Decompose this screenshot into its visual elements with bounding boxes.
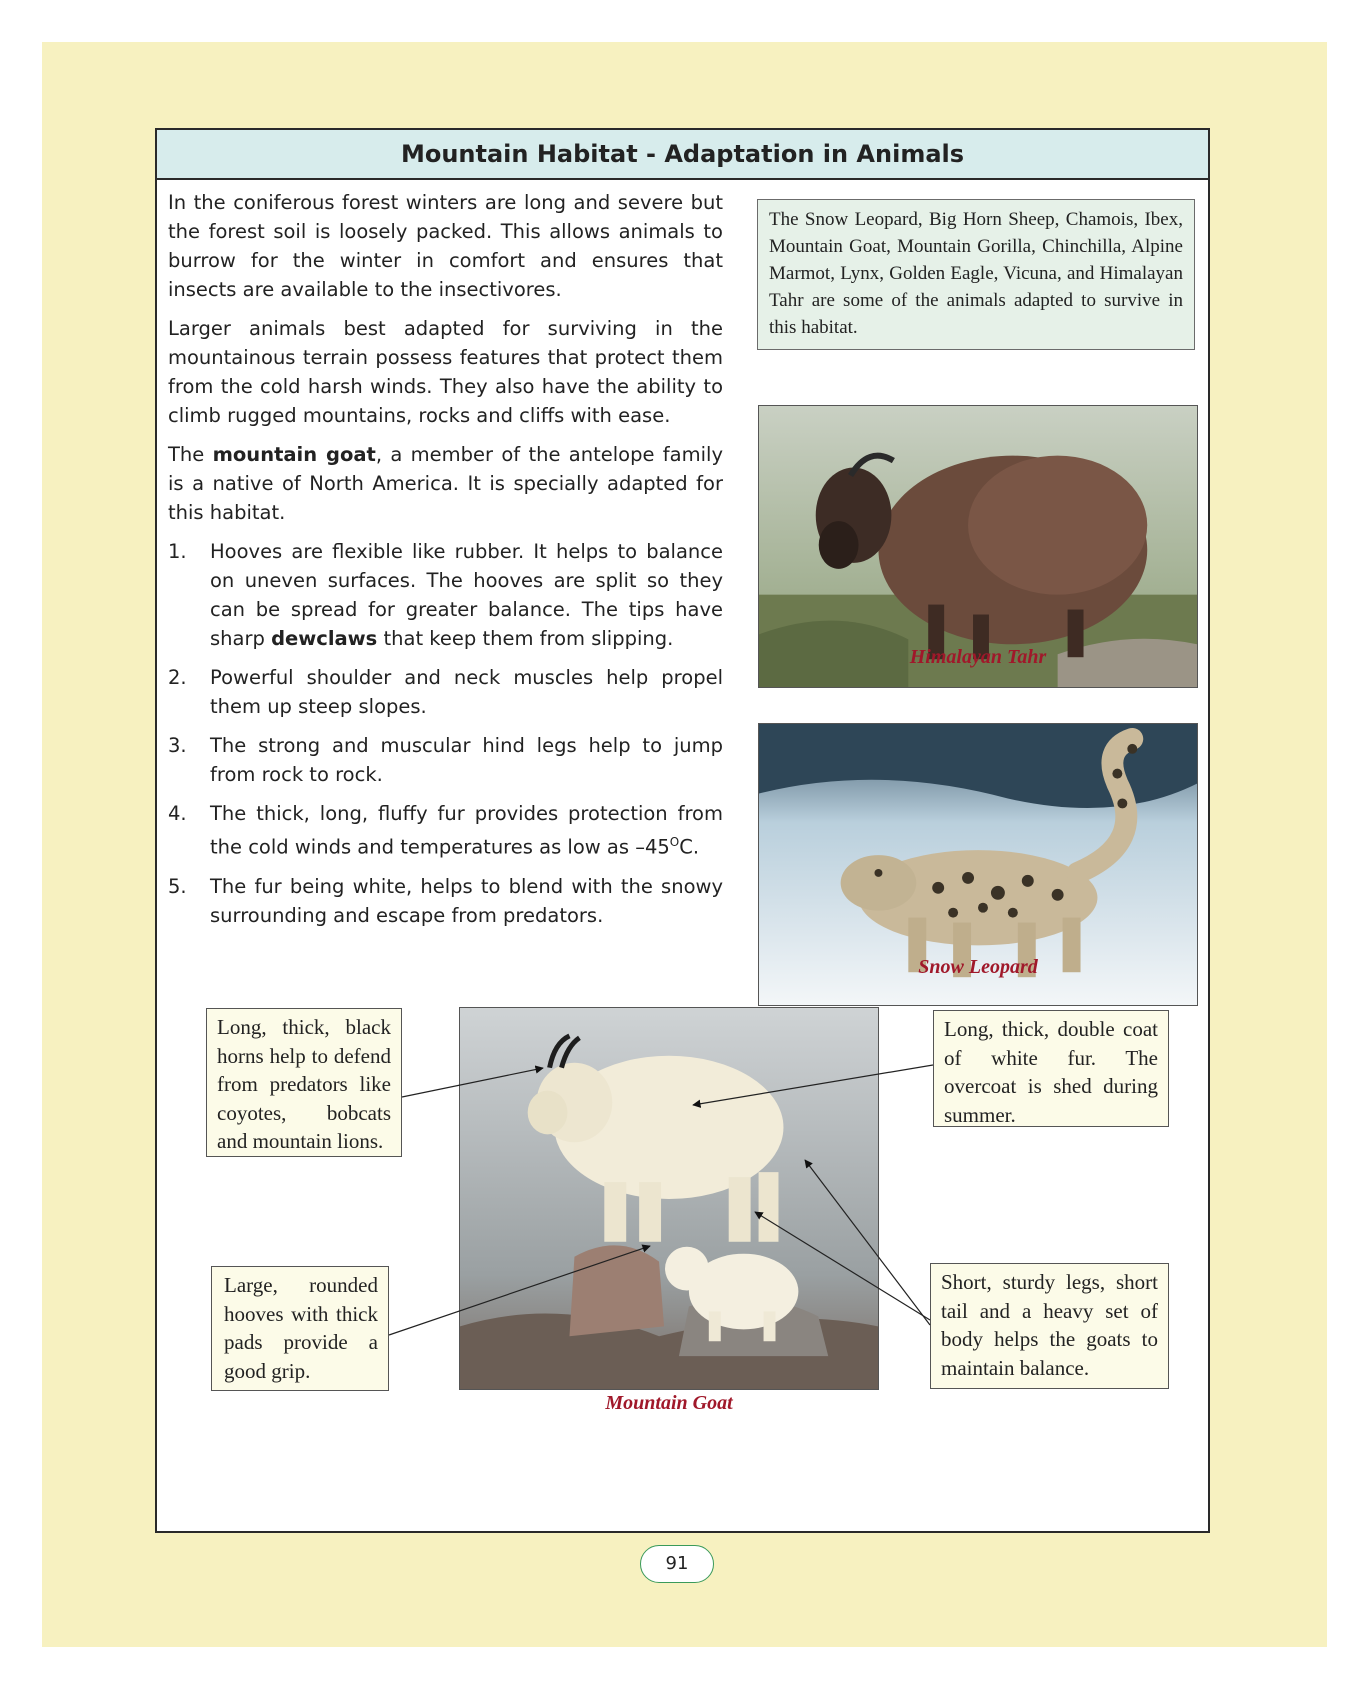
intro-paragraph-3: The mountain goat, a member of the antelope family is a native of North America. It is specially adapted for this habitat. xyxy=(168,443,723,524)
degree-superscript: O xyxy=(669,835,680,849)
list-item: 1. Hooves are flexible like rubber. It helps to balance on uneven surfaces. The hooves are split so they can be spread for greater balance. The tips have sharp dewclaws that keep them from slipping. xyxy=(168,540,723,650)
intro-paragraph-2: Larger animals best adapted for surviving in the mountainous terrain possess features that protect them from the cold harsh winds. They also have the ability to climb rugged mountains, rocks and cliffs with ease. xyxy=(168,317,723,427)
page-number: 91 xyxy=(640,1545,714,1583)
mountain-goat-photo xyxy=(459,1007,879,1390)
dewclaws-term: dewclaws xyxy=(271,627,378,650)
adaptation-list xyxy=(168,537,723,930)
fur-callout: Long, thick, double coat of white fur. The overcoat is shed during summer. xyxy=(933,1010,1169,1127)
list-item: 2. Powerful shoulder and neck muscles help propel them up steep slopes. xyxy=(168,666,723,718)
legs-callout: Short, sturdy legs, short tail and a heavy set of body helps the goats to maintain balance. xyxy=(930,1263,1169,1389)
horns-callout: Long, thick, black horns help to defend from predators like coyotes, bobcats and mountain lions. xyxy=(206,1008,402,1157)
hooves-callout: Large, rounded hooves with thick pads provide a good grip. xyxy=(211,1266,389,1391)
list-item: 5. The fur being white, helps to blend with the snowy surrounding and escape from predators. xyxy=(168,874,723,927)
list-item: 3. The strong and muscular hind legs help to jump from rock to rock. xyxy=(168,734,723,786)
himalayan-tahr-caption: Himalayan Tahr xyxy=(909,646,1047,668)
page-title: Mountain Habitat - Adaptation in Animals xyxy=(157,130,1208,180)
content-frame xyxy=(155,128,1210,1533)
intro-paragraph-1: In the coniferous forest winters are long and severe but the forest soil is loosely packed. This allows animals to burrow for the winter in comfort and ensures that insects are available to the insectivores. xyxy=(168,191,723,301)
mountain-goat-term: mountain goat xyxy=(212,443,376,466)
snow-leopard-caption: Snow Leopard xyxy=(918,956,1038,978)
animals-summary-box: The Snow Leopard, Big Horn Sheep, Chamois, Ibex, Mountain Goat, Mountain Gorilla, Chinchilla, Alpine Marmot, Lynx, Golden Eagle, Vicuna, and Himalayan Tahr are some of the animals adapted to survive in this habitat. xyxy=(757,199,1195,350)
main-text-column xyxy=(168,188,723,940)
mountain-goat-caption: Mountain Goat xyxy=(605,1392,733,1414)
list-item: 4. The thick, long, fluffy fur provides protection from the cold winds and temperatures as low as $-45^OC$. xyxy=(168,802,723,859)
